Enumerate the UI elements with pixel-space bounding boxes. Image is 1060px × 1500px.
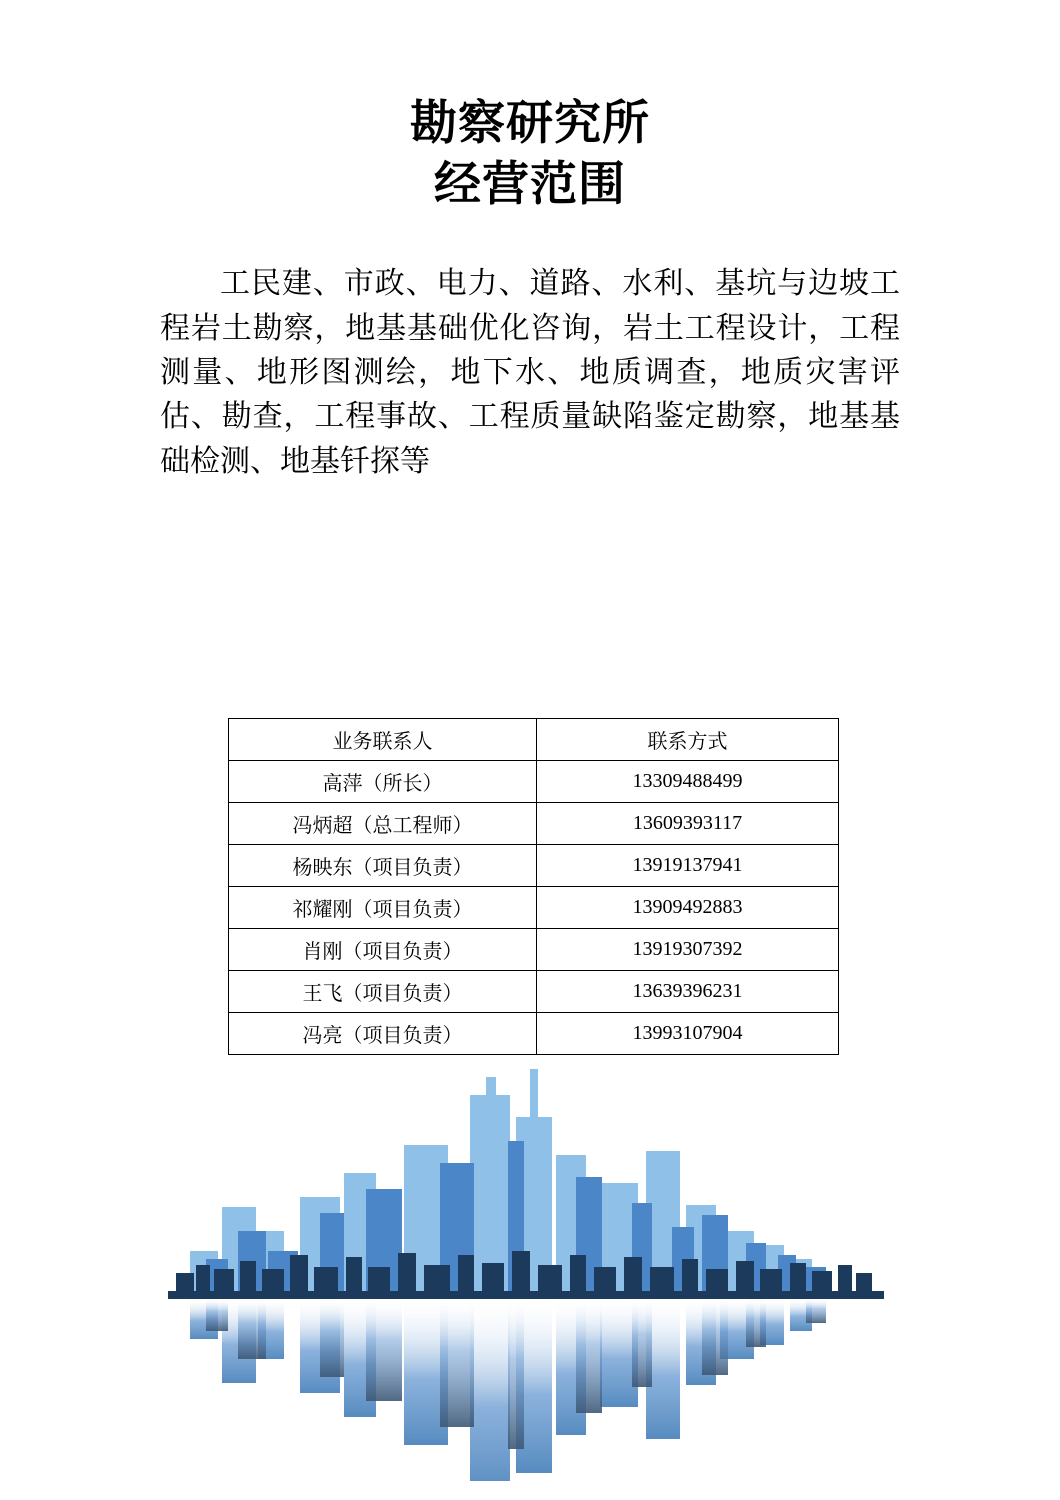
contacts-table — [228, 718, 839, 1055]
cell-contact-name: 高萍（所长） — [229, 761, 537, 803]
title-line-1: 勘察研究所 — [410, 96, 650, 149]
cell-contact-name: 冯炳超（总工程师） — [229, 803, 537, 845]
column-header-contact-phone: 联系方式 — [537, 719, 839, 761]
cell-contact-phone: 13909492883 — [537, 887, 839, 929]
column-header-contact-name: 业务联系人 — [229, 719, 537, 761]
table-row — [229, 845, 839, 887]
city-skyline-illustration — [0, 1055, 1060, 1485]
table-row — [229, 761, 839, 803]
business-scope-paragraph: 工民建、市政、电力、道路、水利、基坑与边坡工程岩土勘察，地基基础优化咨询，岩土工程设计，工程测量、地形图测绘，地下水、地质调查，地质灾害评估、勘查，工程事故、工程质量缺陷鉴定勘察，地基基础检测、地基钎探等 — [160, 267, 900, 478]
table-row — [229, 1013, 839, 1055]
cell-contact-name: 杨映东（项目负责） — [229, 845, 537, 887]
cell-contact-phone: 13993107904 — [537, 1013, 839, 1055]
title-line-2: 经营范围 — [434, 157, 626, 211]
cell-contact-phone: 13309488499 — [537, 761, 839, 803]
skyline-svg — [0, 1055, 1060, 1485]
table-row — [229, 929, 839, 971]
page-title — [0, 0, 1060, 214]
skyline-reflection — [190, 1299, 826, 1485]
table-row — [229, 803, 839, 845]
waterline — [168, 1291, 884, 1299]
table-row — [229, 887, 839, 929]
contacts-table-container — [228, 718, 838, 1055]
cell-contact-name: 冯亮（项目负责） — [229, 1013, 537, 1055]
cell-contact-phone: 13609393117 — [537, 803, 839, 845]
business-scope-text — [160, 262, 900, 484]
cell-contact-phone: 13919307392 — [537, 929, 839, 971]
table-row — [229, 971, 839, 1013]
cell-contact-phone: 13919137941 — [537, 845, 839, 887]
cell-contact-name: 肖刚（项目负责） — [229, 929, 537, 971]
table-header-row — [229, 719, 839, 761]
cell-contact-name: 祁耀刚（项目负责） — [229, 887, 537, 929]
cell-contact-phone: 13639396231 — [537, 971, 839, 1013]
cell-contact-name: 王飞（项目负责） — [229, 971, 537, 1013]
